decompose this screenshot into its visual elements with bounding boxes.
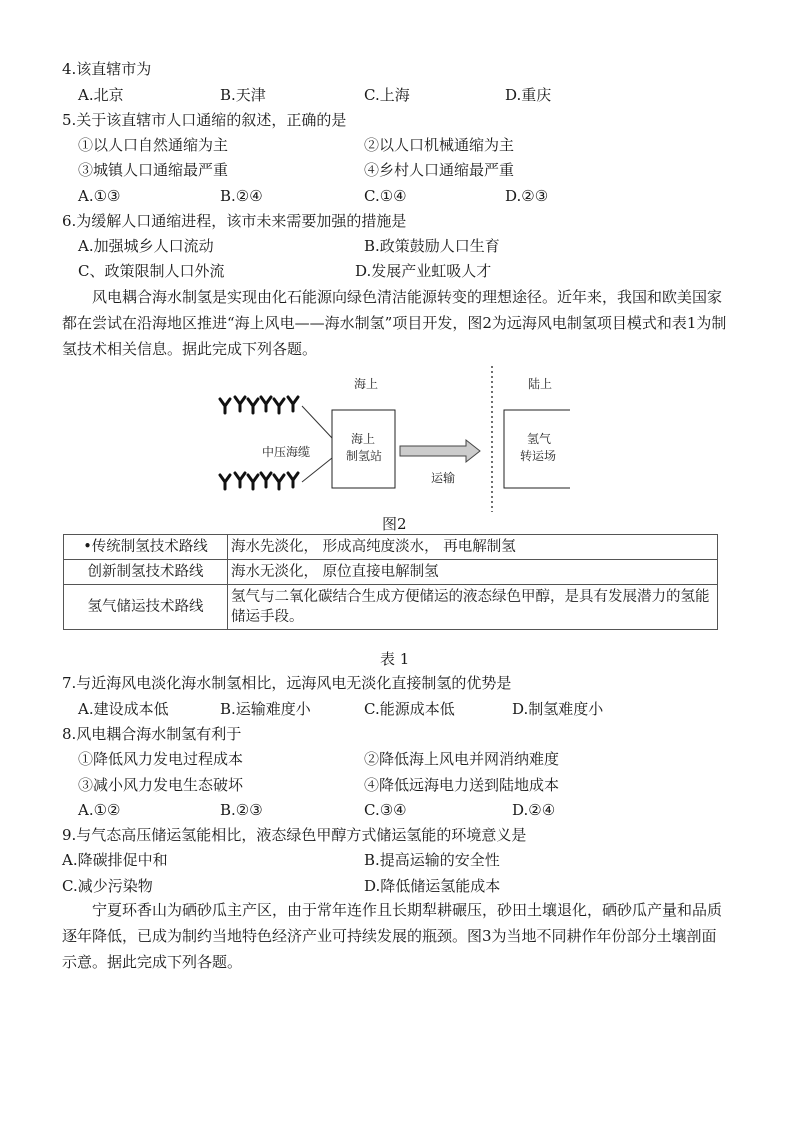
q8-item-4: ④降低远海电力送到陆地成本 xyxy=(364,776,560,794)
figure-2-caption: 图2 xyxy=(382,515,407,533)
transport-label: 运输 xyxy=(431,471,456,485)
table-row-key: 氢气储运技术路线 xyxy=(64,585,228,630)
q5-item-4: ④乡村人口通缩最严重 xyxy=(364,161,515,179)
station-label-line1: 海上 xyxy=(351,432,376,446)
turbine-row-bottom xyxy=(220,473,298,489)
transfer-label-line2: 转运场 xyxy=(520,449,557,463)
q5-item-3: ③城镇人口通缩最严重 xyxy=(78,161,229,179)
q8-item-2: ②降低海上风电并网消纳难度 xyxy=(364,750,560,768)
transfer-label-line1: 氢气 xyxy=(527,432,552,446)
q5-item-2: ②以人口机械通缩为主 xyxy=(364,136,515,154)
table-row xyxy=(64,535,718,560)
table-row-key: 创新制氢技术路线 xyxy=(64,560,228,585)
q7-option-d: D.制氢难度小 xyxy=(512,700,604,718)
q6-option-b: B.政策鼓励人口生育 xyxy=(364,237,500,255)
q9-option-d: D.降低储运氢能成本 xyxy=(364,877,501,895)
q7-option-b: B.运输难度小 xyxy=(220,700,311,718)
q8-option-c: C.③④ xyxy=(364,801,407,819)
q8-item-1: ①降低风力发电过程成本 xyxy=(78,750,244,768)
cable-line-bottom xyxy=(302,458,332,482)
transport-arrow-icon xyxy=(400,440,480,462)
q6-option-c: C、政策限制人口外流 xyxy=(78,262,225,280)
q5-option-a: A.①③ xyxy=(78,187,121,205)
q6-stem: 6.为缓解人口通缩进程，该市未来需要加强的措施是 xyxy=(62,212,407,230)
q7-option-c: C.能源成本低 xyxy=(364,700,455,718)
table-row-key: •传统制氢技术路线 xyxy=(64,535,228,560)
cable-line-top xyxy=(302,406,332,438)
table-row-value: 氢气与二氧化碳结合生成方便储运的液态绿色甲醇，是具有发展潜力的氢能储运手段。 xyxy=(228,585,718,630)
passage-wind-hydrogen: 风电耦合海水制氢是实现由化石能源向绿色清洁能源转变的理想途径。近年来，我国和欧美国家都在尝试在沿海地区推进“海上风电——海水制氢”项目开发，图2为远海风电制氢项目模式和表1为制氢技术相关信息。据此完成下列各题。 xyxy=(62,288,727,358)
q9-option-a: A.降碳排促中和 xyxy=(62,851,168,869)
q8-stem: 8.风电耦合海水制氢有利于 xyxy=(62,725,242,743)
q8-option-d: D.②④ xyxy=(512,801,556,819)
land-label: 陆上 xyxy=(528,377,553,391)
q8-option-a: A.①② xyxy=(78,801,121,819)
q8-option-b: B.②③ xyxy=(220,801,263,819)
q4-option-a: A.北京 xyxy=(78,86,124,104)
q4-stem: 4.该直辖市为 xyxy=(62,60,152,78)
station-label-line2: 制氢站 xyxy=(346,449,383,463)
table-row xyxy=(64,560,718,585)
q5-option-c: C.①④ xyxy=(364,187,407,205)
q4-option-b: B.天津 xyxy=(220,86,266,104)
figure-2-diagram xyxy=(210,364,570,514)
q9-option-c: C.减少污染物 xyxy=(62,877,153,895)
q5-option-d: D.②③ xyxy=(505,187,549,205)
q7-stem: 7.与近海风电淡化海水制氢相比，远海风电无淡化直接制氢的优势是 xyxy=(62,674,512,692)
q4-option-c: C.上海 xyxy=(364,86,410,104)
table-1 xyxy=(63,534,718,630)
q4-option-d: D.重庆 xyxy=(505,86,552,104)
table-row-value: 海水先淡化， 形成高纯度淡水， 再电解制氢 xyxy=(228,535,718,560)
table-row-value: 海水无淡化， 原位直接电解制氢 xyxy=(228,560,718,585)
q9-stem: 9.与气态高压储运氢能相比，液态绿色甲醇方式储运氢能的环境意义是 xyxy=(62,826,527,844)
sea-label: 海上 xyxy=(354,377,379,391)
q5-option-b: B.②④ xyxy=(220,187,263,205)
q5-item-1: ①以人口自然通缩为主 xyxy=(78,136,229,154)
passage-selenium-melon: 宁夏环香山为硒砂瓜主产区，由于常年连作且长期犁耕碾压，砂田土壤退化，硒砂瓜产量和品质逐年降低，已成为制约当地特色经济产业可持续发展的瓶颈。图3为当地不同耕作年份部分土壤剖面示意。据此完成下列各题。 xyxy=(62,901,723,971)
table-row xyxy=(64,585,718,630)
table-1-caption: 表 1 xyxy=(380,650,410,668)
q7-option-a: A.建设成本低 xyxy=(78,700,169,718)
q8-item-3: ③减小风力发电生态破坏 xyxy=(78,776,244,794)
q6-option-a: A.加强城乡人口流动 xyxy=(78,237,214,255)
q9-option-b: B.提高运输的安全性 xyxy=(364,851,500,869)
cable-label: 中压海缆 xyxy=(262,445,311,459)
q6-option-d: D.发展产业虹吸人才 xyxy=(355,262,492,280)
turbine-row-top xyxy=(220,397,298,413)
q5-stem: 5.关于该直辖市人口通缩的叙述，正确的是 xyxy=(62,111,347,129)
